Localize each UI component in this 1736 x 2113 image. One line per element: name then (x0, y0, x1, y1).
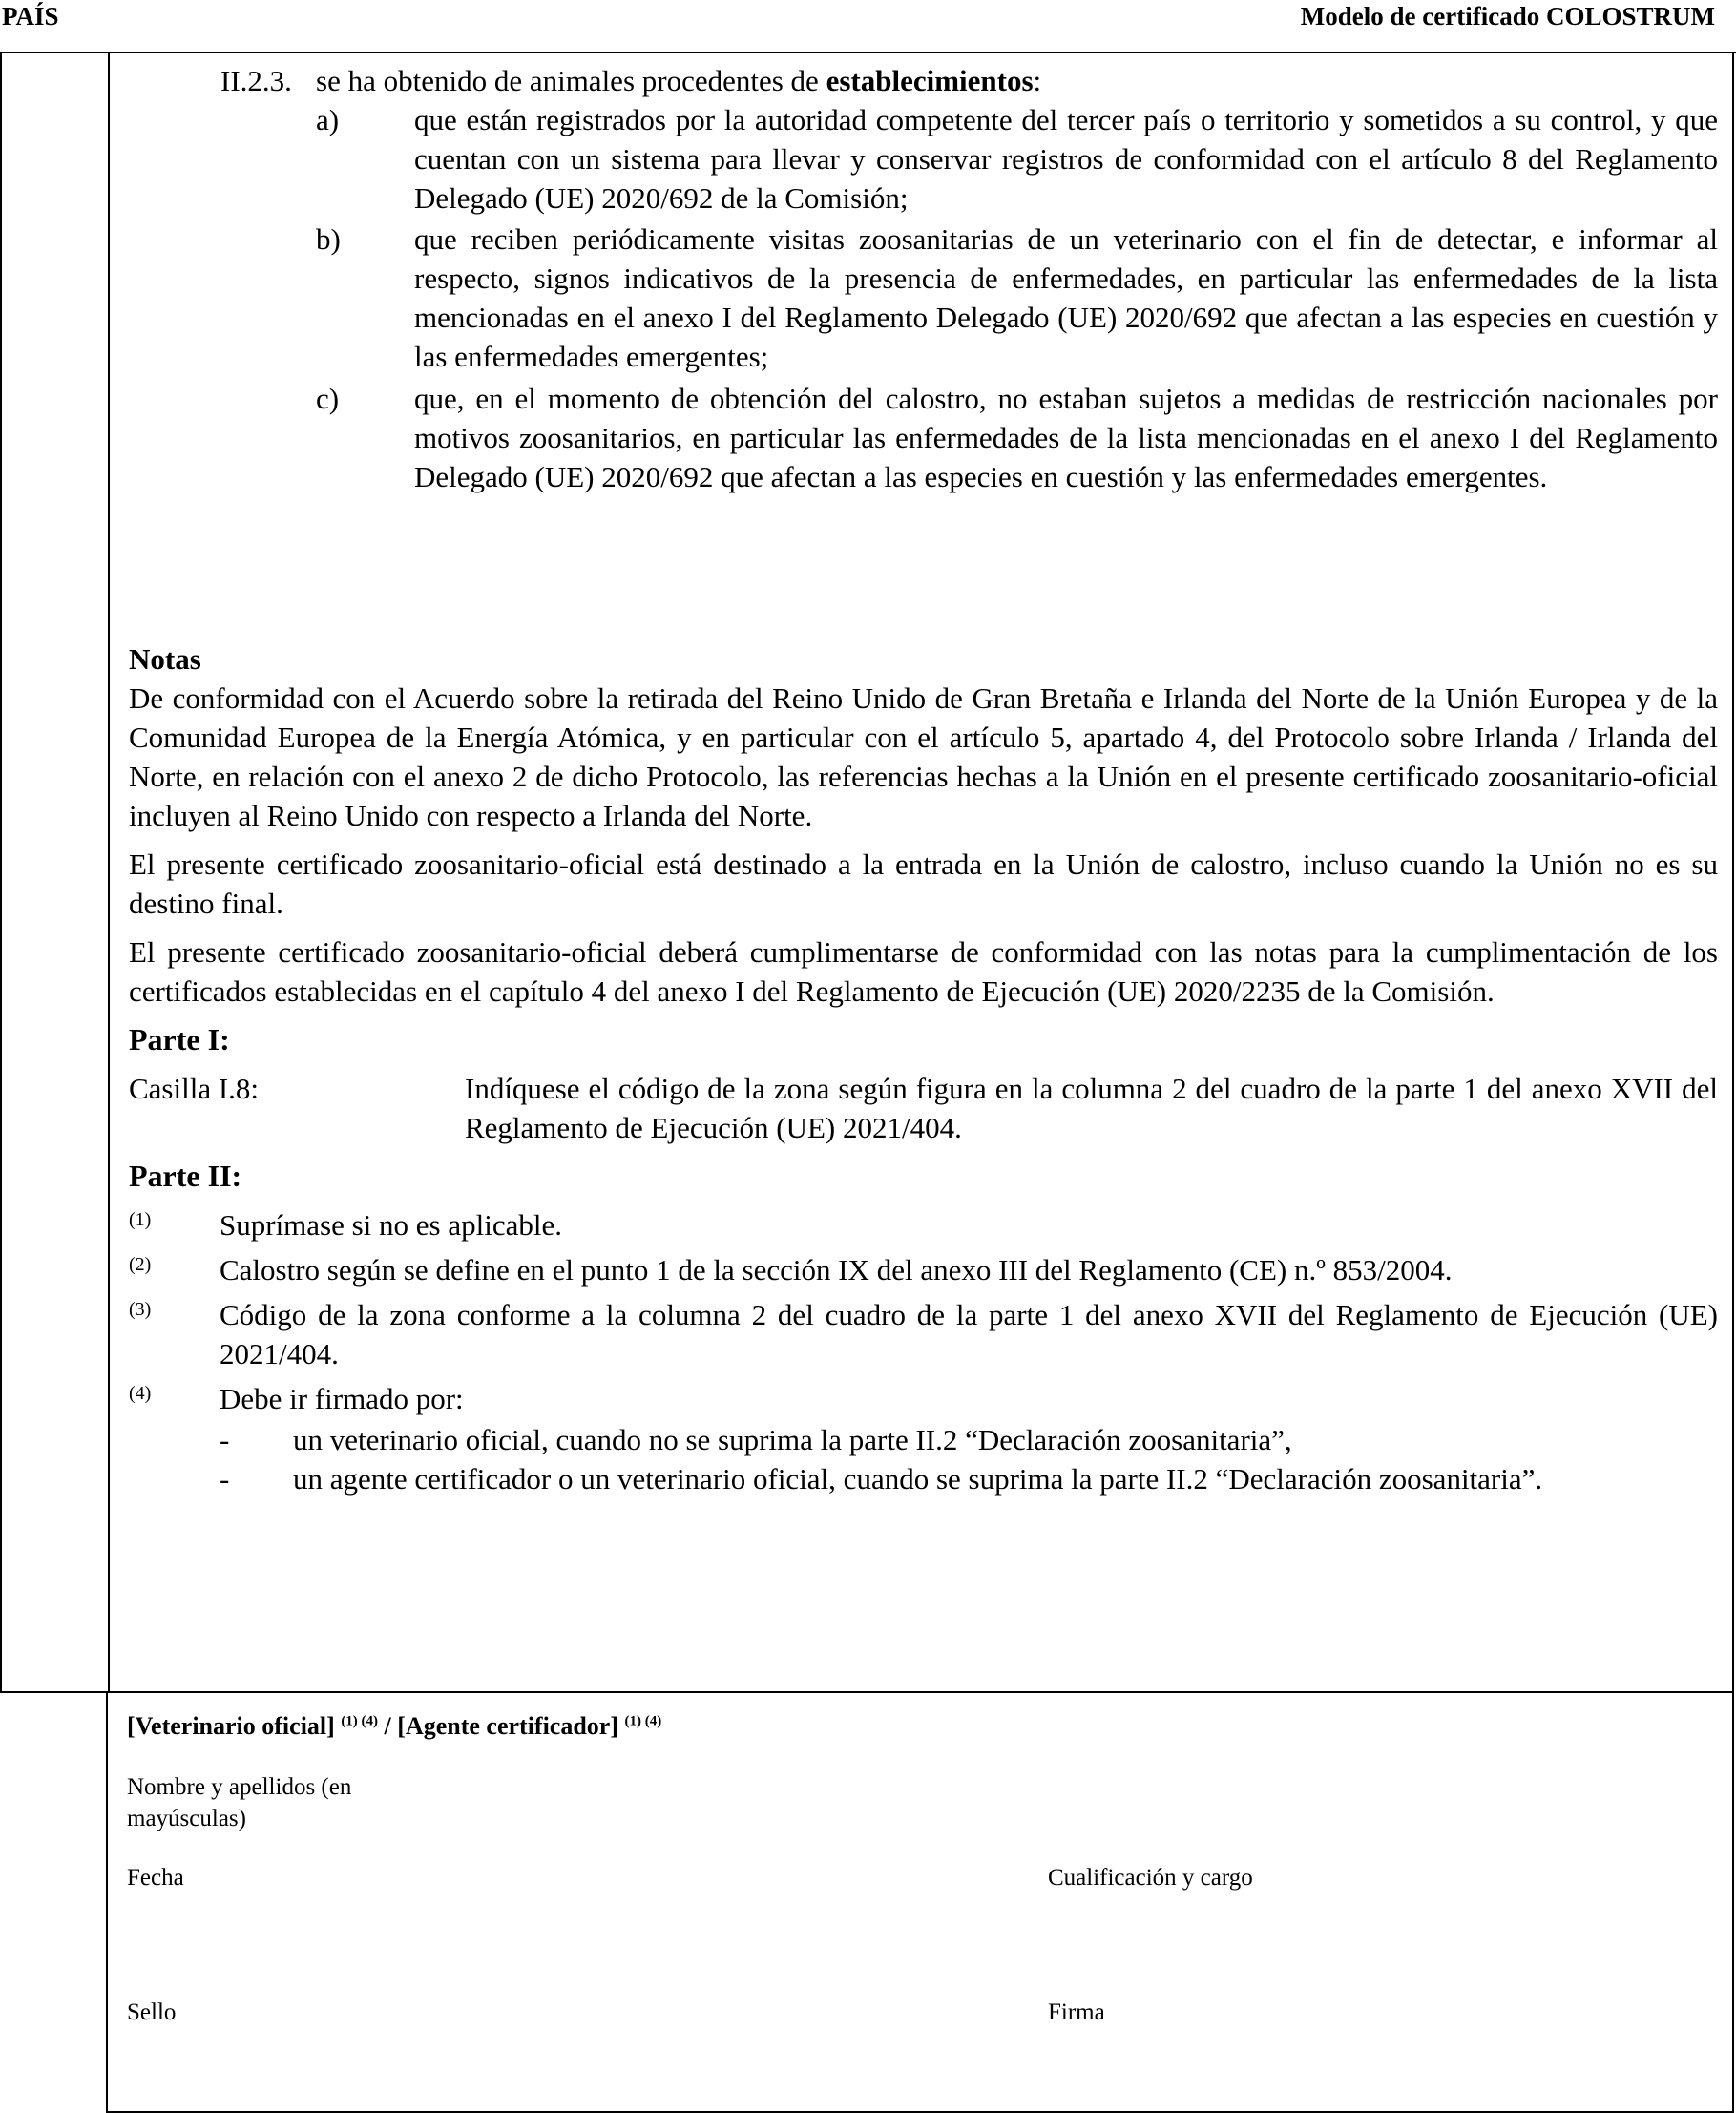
signature-title (127, 1712, 661, 1741)
date-field-label: Fecha (127, 1865, 184, 1891)
dash-text: un veterinario oficial, cuando no se suprima la parte II.2 “Declaración zoosanitaria”, (293, 1423, 1292, 1456)
signature-title-official-vet: [Veterinario oficial] (127, 1712, 335, 1740)
footnote (129, 1295, 1718, 1373)
footnote-text: Código de la zona conforme a la columna 2 del cuadro de la parte 1 del anexo XVII del Reglamento de Ejecución (UE) 2021/404. (220, 1298, 1718, 1370)
stamp-field-label: Sello (127, 1999, 177, 2025)
section-heading (220, 61, 1041, 100)
signature-title-certifying-agent: [Agente certificador] (397, 1712, 618, 1740)
dash-text: un agente certificador o un veterinario oficial, cuando se suprima la parte II.2 “Declaración zoosanitaria”. (293, 1462, 1543, 1496)
casilla-text: Indíquese el código de la zona según figura en la columna 2 del cuadro de la parte 1 del anexo XVII del Reglamento de Ejecución (UE) 2021/404. (465, 1072, 1718, 1144)
section-item-a (316, 100, 1718, 218)
signature-box (106, 1691, 1734, 2113)
footnote (129, 1379, 1718, 1418)
dash-list-item (220, 1420, 1718, 1459)
footnote-text: Debe ir firmado por: (220, 1382, 464, 1415)
footnote-number: (1) (129, 1209, 152, 1230)
footnote-number: (2) (129, 1254, 152, 1275)
item-label: b) (316, 222, 341, 256)
name-field-label: Nombre y apellidos (en mayúsculas) (127, 1774, 352, 1831)
footnote (129, 1205, 1718, 1245)
signature-title-separator: / (378, 1712, 398, 1740)
section-text-before: se ha obtenido de animales procedentes de (316, 64, 826, 97)
header-model-title: Modelo de certificado COLOSTRUM (1300, 2, 1715, 31)
dash-marker: - (220, 1462, 230, 1496)
notes-paragraph: El presente certificado zoosanitario-oficial está destinado a la entrada en la Unión de calostro, incluso cuando la Unión no es su destino final. (129, 847, 1718, 920)
footnote-number: (4) (129, 1383, 152, 1404)
dash-marker: - (220, 1423, 230, 1456)
footnote-text: Calostro según se define en el punto 1 de la sección IX del anexo III del Reglamento (CE) n.º 853/2004. (220, 1253, 1453, 1287)
qualification-field-label: Cualificación y cargo (1048, 1865, 1253, 1891)
signature-field-label: Firma (1048, 1999, 1105, 2025)
casilla-row (129, 1069, 1718, 1147)
notes-paragraph: El presente certificado zoosanitario-oficial deberá cumplimentarse de conformidad con las notas para la cumplimentación de los certificados establecidas en el capítulo 4 del anexo I del Reglamento de Ejecución (UE) 2020/2235 de la Comisión. (129, 935, 1718, 1008)
dash-list-item (220, 1459, 1718, 1498)
item-label: a) (316, 103, 340, 136)
part-2-title: Parte II: (129, 1159, 242, 1193)
part-1-title: Parte I: (129, 1022, 230, 1056)
footnote-number: (3) (129, 1299, 152, 1320)
section-item-c (316, 379, 1718, 496)
item-text: que están registrados por la autoridad competente del tercer país o territorio y sometidos a su control, y que cuentan con un sistema para llevar y conservar registros de conformidad con el artículo 8 del Reglamento Delegado (UE) 2020/692 de la Comisión; (414, 103, 1718, 215)
section-text-after: : (1033, 64, 1042, 97)
item-text: que reciben periódicamente visitas zoosanitarias de un veterinario con el fin de detectar, e informar al respecto, signos indicativos de la presencia de enfermedades, en particular las enfermedades de la lista mencionadas en el anexo I del Reglamento Delegado (UE) 2020/692 que afectan a las especies en cuestión y las enfermedades emergentes; (414, 222, 1718, 373)
signature-title-sup: (1) (4) (624, 1713, 662, 1729)
notes-paragraph: De conformidad con el Acuerdo sobre la retirada del Reino Unido de Gran Bretaña e Irlanda del Norte de la Unión Europea y de la Comunidad Europea de la Energía Atómica, y en particular con el artículo 5, apartado 4, del Protocolo sobre Irlanda / Irlanda del Norte, en relación con el anexo 2 de dicho Protocolo, las referencias hechas a la Unión en el presente certificado zoosanitario-oficial incluyen al Reino Unido con respecto a Irlanda del Norte. (129, 681, 1718, 832)
signature-title-sup: (1) (4) (341, 1713, 379, 1729)
footnote (129, 1250, 1718, 1289)
section-item-b (316, 220, 1718, 376)
footnote-text: Suprímase si no es aplicable. (220, 1208, 562, 1242)
notes-title: Notas (129, 642, 201, 676)
item-text: que, en el momento de obtención del calostro, no estaban sujetos a medidas de restricción nacionales por motivos zoosanitarios, en particular las enfermedades de la lista mencionadas en el anexo I del Reglamento Delegado (UE) 2020/692 que afectan a las especies en cuestión y las enfermedades emergentes. (414, 382, 1718, 493)
certificate-body-box (0, 52, 1734, 1693)
item-label: c) (316, 382, 340, 415)
section-text-bold: establecimientos (826, 64, 1034, 97)
section-number: II.2.3. (220, 64, 292, 97)
column-divider (108, 52, 110, 1691)
notes-section (129, 639, 1718, 1498)
header-country: PAÍS (2, 2, 59, 31)
casilla-label: Casilla I.8: (129, 1072, 260, 1105)
page-header (0, 0, 1736, 53)
